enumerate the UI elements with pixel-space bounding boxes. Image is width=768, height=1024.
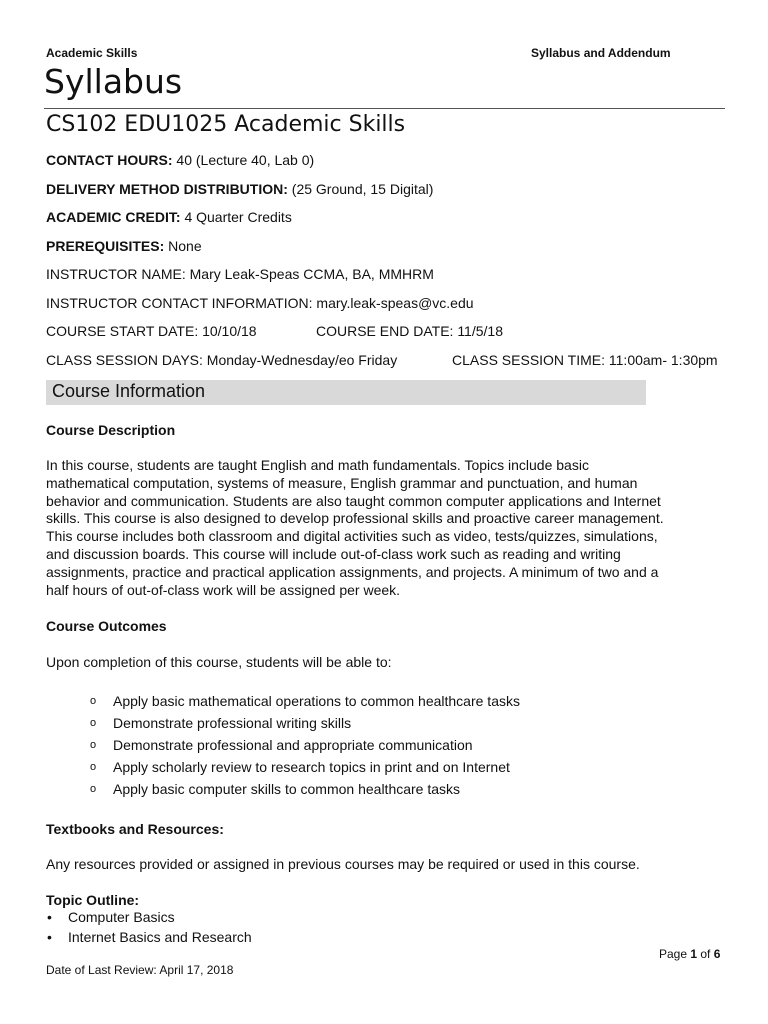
page-current: 1 [690, 947, 698, 961]
description-line: behavior and communication. Students are also taught common computer applications and Internet [46, 492, 661, 509]
delivery-method-label: DELIVERY METHOD DISTRIBUTION: [46, 181, 288, 197]
description-line: skills. This course is also designed to develop professional skills and proactive career management. [46, 510, 664, 527]
circle-bullet-icon: o [90, 761, 97, 773]
instructor-contact: INSTRUCTOR CONTACT INFORMATION: mary.leak-speas@vc.edu [46, 295, 474, 311]
circle-bullet-icon: o [90, 717, 97, 729]
description-line: mathematical computation, systems of measure, English grammar and punctuation, and human [46, 474, 638, 491]
outcome-text: Apply scholarly review to research topics in print and on Internet [113, 759, 510, 775]
prerequisites [46, 238, 202, 254]
academic-credit-value: 4 Quarter Credits [180, 209, 292, 225]
last-review-date: Date of Last Review: April 17, 2018 [46, 963, 234, 977]
description-line: half hours of out-of-class work will be assigned per week. [46, 581, 401, 598]
outcome-text: Apply basic mathematical operations to common healthcare tasks [113, 693, 520, 709]
outcomes-list [90, 693, 520, 803]
outcome-text: Demonstrate professional writing skills [113, 715, 352, 731]
circle-bullet-icon: o [90, 739, 97, 751]
delivery-method-value: (25 Ground, 15 Digital) [287, 181, 434, 197]
list-item [90, 737, 520, 759]
course-start-date: COURSE START DATE: 10/10/18 [46, 323, 257, 339]
contact-hours [46, 152, 314, 168]
page-of: of [697, 947, 714, 961]
list-item [90, 759, 520, 781]
academic-credit-label: ACADEMIC CREDIT: [46, 209, 181, 225]
page-prefix: Page [659, 947, 691, 961]
textbooks-heading: Textbooks and Resources: [46, 821, 224, 837]
textbooks-text: Any resources provided or assigned in previous courses may be required or used in this course. [46, 856, 640, 872]
bullet-dot-icon: • [47, 909, 52, 925]
header-document-type: Syllabus and Addendum [531, 46, 671, 60]
section-heading: Course Information [52, 381, 206, 401]
academic-credit [46, 209, 292, 225]
title-divider [44, 108, 725, 109]
description-line: assignments, practice and practical application assignments, and projects. A minimum of two and a [46, 563, 659, 580]
page-number [659, 947, 720, 961]
section-heading-band [46, 380, 646, 405]
description-line: and discussion boards. This course will include out-of-class work such as reading and writing [46, 545, 621, 562]
course-description-heading: Course Description [46, 422, 176, 438]
description-line: This course includes both classroom and digital activities such as video, tests/quizzes, simulations, [46, 528, 658, 545]
page-title: Syllabus [44, 62, 183, 101]
prerequisites-value: None [164, 238, 202, 254]
course-outcomes-heading: Course Outcomes [46, 618, 167, 634]
topic-list [46, 909, 252, 949]
list-item [90, 781, 520, 803]
list-item [46, 929, 252, 949]
topic-text: Internet Basics and Research [68, 929, 252, 945]
header-course-name: Academic Skills [46, 46, 138, 60]
delivery-method [46, 181, 433, 197]
contact-hours-value: 40 (Lecture 40, Lab 0) [172, 152, 315, 168]
outcome-text: Demonstrate professional and appropriate communication [113, 737, 473, 753]
list-item [90, 693, 520, 715]
page-total: 6 [713, 947, 721, 961]
circle-bullet-icon: o [90, 695, 97, 707]
course-description-text [46, 457, 716, 599]
contact-hours-label: CONTACT HOURS: [46, 152, 173, 168]
outcome-text: Apply basic computer skills to common healthcare tasks [113, 781, 461, 797]
bullet-dot-icon: • [47, 929, 52, 945]
circle-bullet-icon: o [90, 783, 97, 795]
class-session-days: CLASS SESSION DAYS: Monday-Wednesday/eo Friday [46, 352, 398, 368]
prerequisites-label: PREREQUISITES: [46, 238, 165, 254]
topic-text: Computer Basics [68, 909, 175, 925]
class-session-time: CLASS SESSION TIME: 11:00am- 1:30pm [452, 352, 718, 368]
outcomes-intro: Upon completion of this course, students will be able to: [46, 654, 392, 670]
description-line: In this course, students are taught English and math fundamentals. Topics include basic [46, 457, 589, 473]
list-item [90, 715, 520, 737]
course-end-date: COURSE END DATE: 11/5/18 [316, 323, 503, 339]
instructor-name: INSTRUCTOR NAME: Mary Leak-Speas CCMA, BA, MMHRM [46, 266, 434, 282]
list-item [46, 909, 252, 929]
topic-outline-heading: Topic Outline: [46, 892, 140, 908]
course-title: CS102 EDU1025 Academic Skills [46, 112, 406, 137]
